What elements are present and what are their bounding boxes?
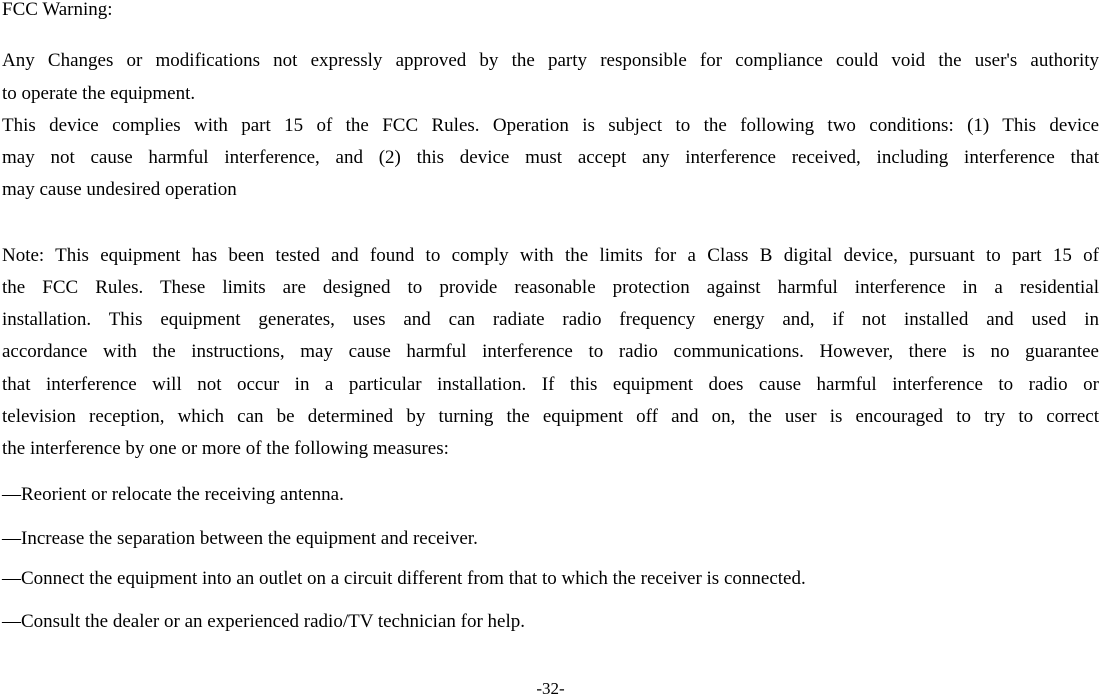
list-item: —Reorient or relocate the receiving antenna. — [2, 484, 344, 505]
paragraph-line: may not cause harmful interference, and (2) this device must accept any interference received, including interference that — [2, 147, 1099, 168]
paragraph-line: Note: This equipment has been tested and found to comply with the limits for a Class B digital device, pursuant to part 15 of — [2, 245, 1099, 266]
paragraph-line: This device complies with part 15 of the FCC Rules. Operation is subject to the following two conditions: (1) This device — [2, 115, 1099, 136]
list-item: —Increase the separation between the equipment and receiver. — [2, 528, 478, 549]
paragraph-line: that interference will not occur in a particular installation. If this equipment does cause harmful interference to radio or — [2, 374, 1099, 395]
paragraph-line: television reception, which can be determined by turning the equipment off and on, the user is encouraged to try to correct — [2, 406, 1099, 427]
paragraph-line: the FCC Rules. These limits are designed to provide reasonable protection against harmful interference in a residential — [2, 277, 1099, 298]
list-item: —Connect the equipment into an outlet on a circuit different from that to which the receiver is connected. — [2, 568, 806, 589]
paragraph-line: installation. This equipment generates, uses and can radiate radio frequency energy and, if not installed and used in — [2, 309, 1099, 330]
paragraph-line: to operate the equipment. — [2, 83, 196, 104]
paragraph-line: the interference by one or more of the following measures: — [2, 438, 449, 459]
paragraph-line: Any Changes or modifications not expressly approved by the party responsible for compliance could void the user's authority — [2, 50, 1099, 71]
paragraph-line: may cause undesired operation — [2, 179, 237, 200]
fcc-warning-heading: FCC Warning: — [2, 0, 113, 20]
paragraph-line: accordance with the instructions, may cause harmful interference to radio communications. However, there is no guarantee — [2, 341, 1099, 362]
page-number: -32- — [536, 679, 565, 698]
list-item: —Consult the dealer or an experienced radio/TV technician for help. — [2, 611, 526, 632]
